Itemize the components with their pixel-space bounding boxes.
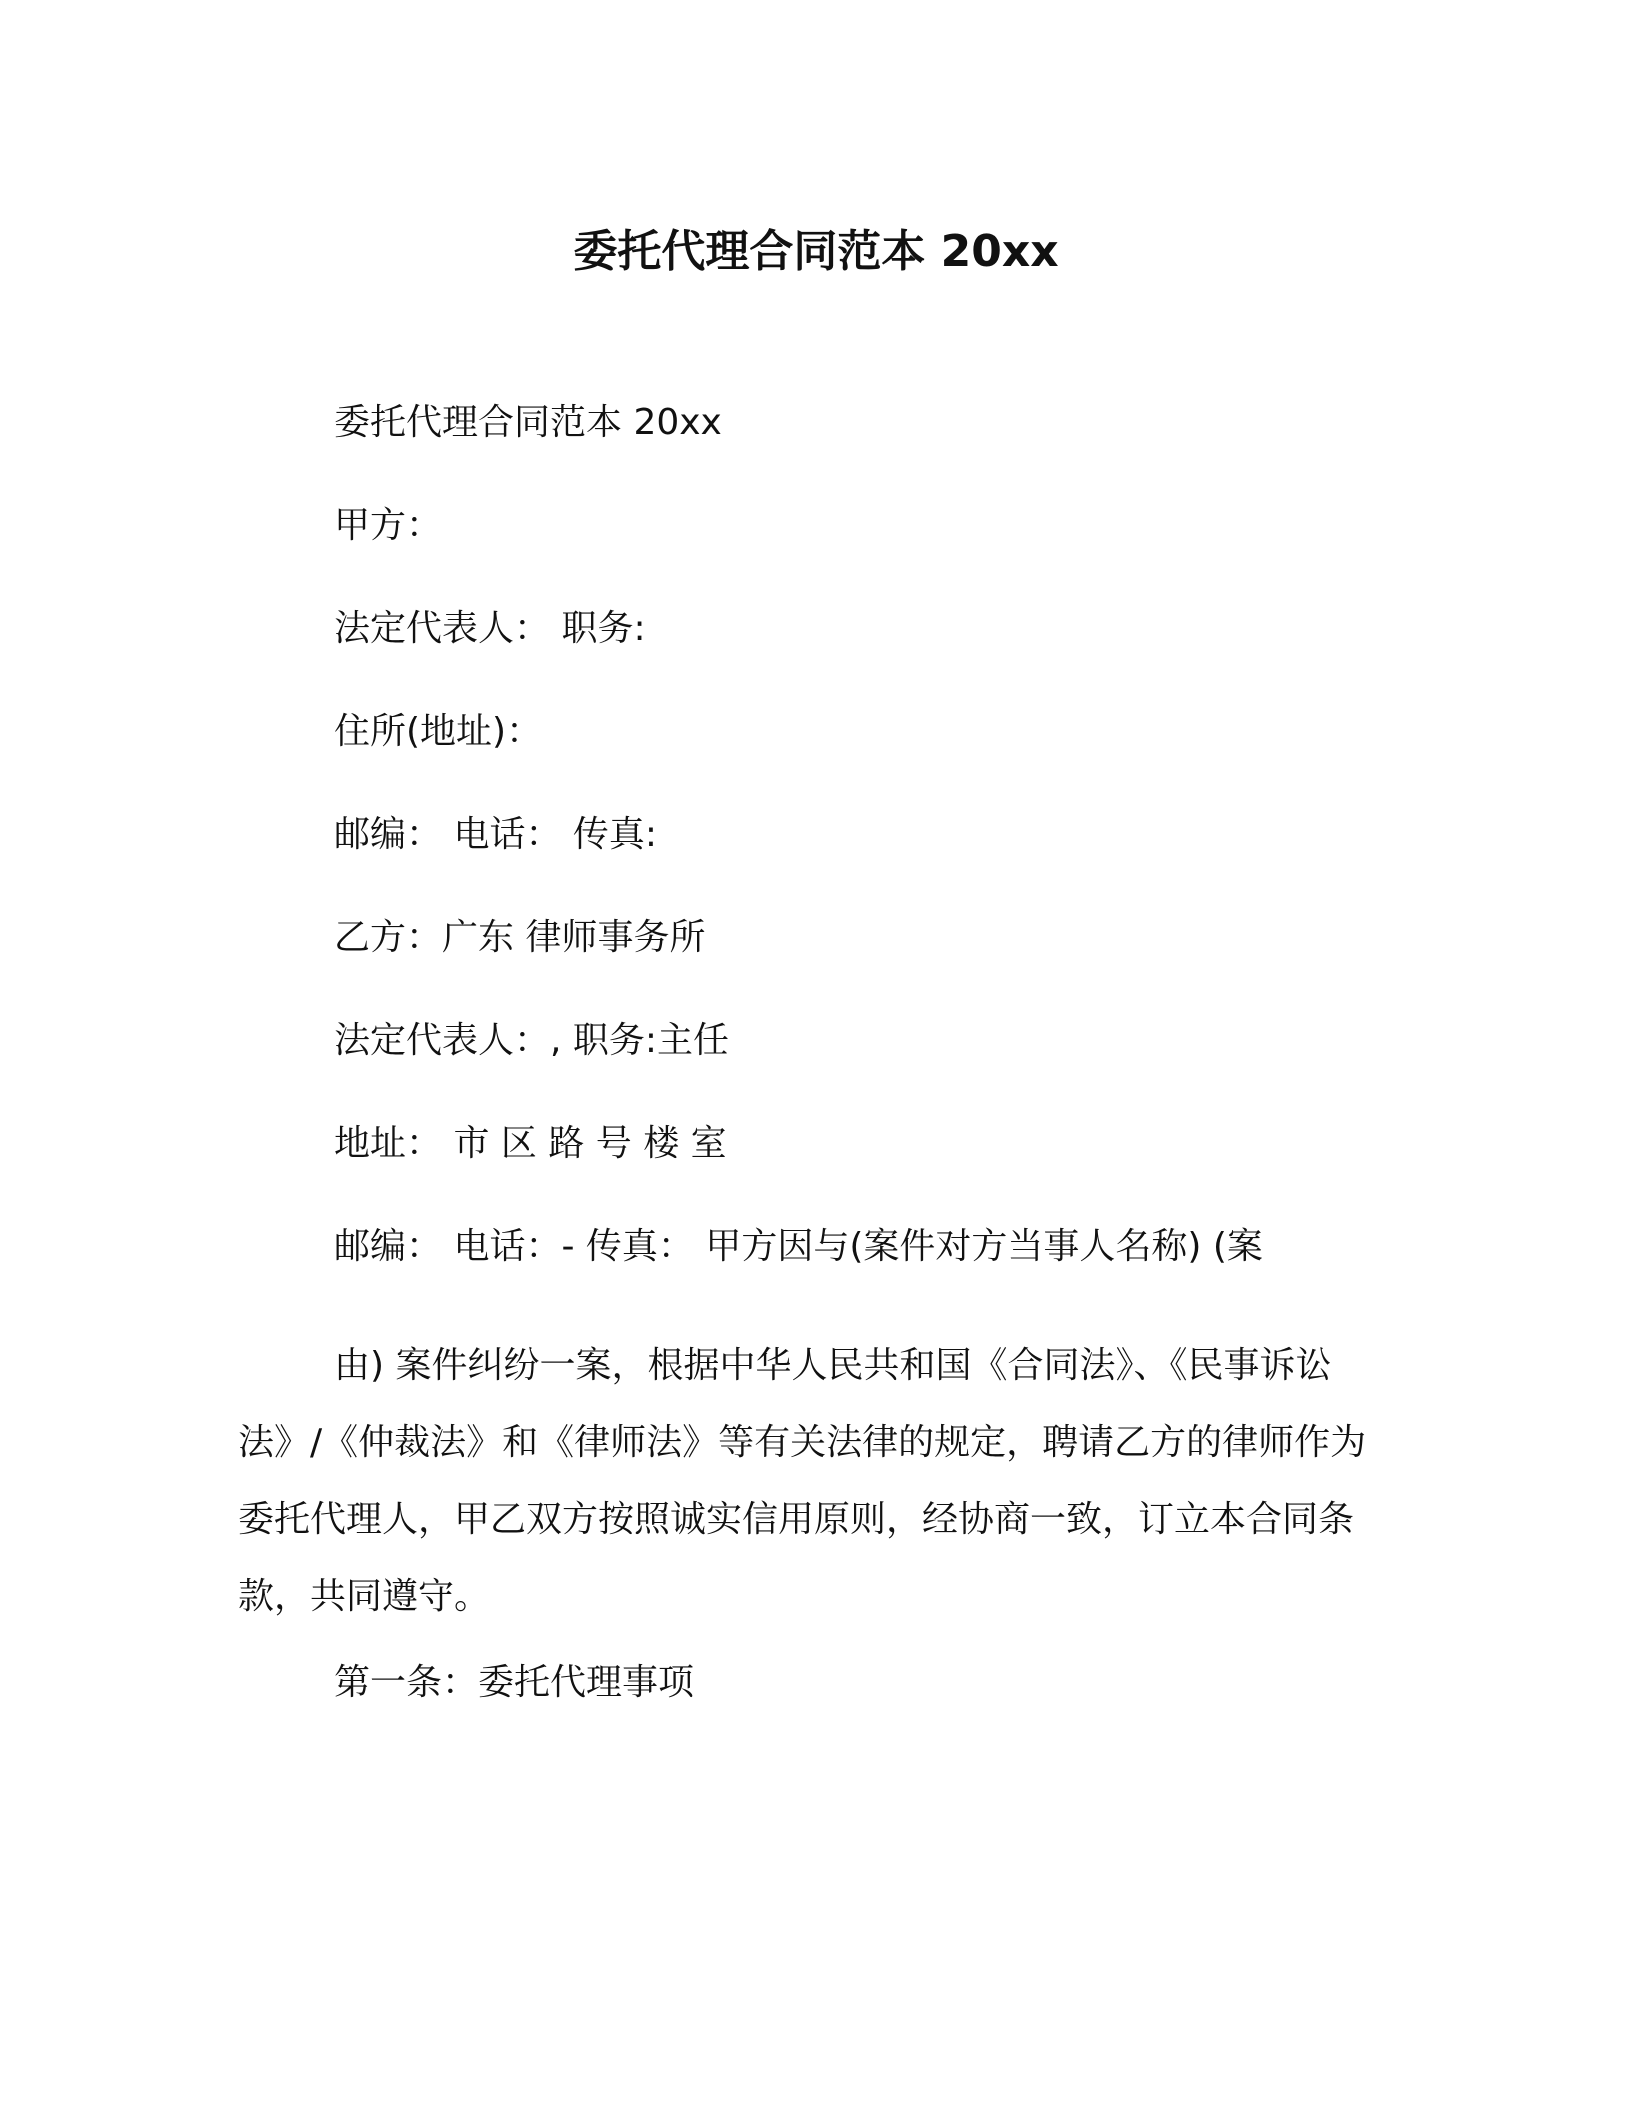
contract-paragraph: 由) 案件纠纷一案，根据中华人民共和国《合同法》、《民事诉讼法》/《仲裁法》和《律师法》等有关法律的规定，聘请乙方的律师作为委托代理人，甲乙双方按照诚实信用原则，经协商一致，订立本合同条款，共同遵守。 — [238, 1345, 1367, 1617]
party-a-line: 甲方： — [334, 505, 443, 546]
party-a-address-line: 住所(地址)： — [334, 711, 543, 752]
party-b-representative-line: 法定代表人：, 职务:主任 — [334, 1020, 730, 1061]
party-b-line: 乙方：广东 律师事务所 — [334, 917, 706, 958]
party-b-address-line: 地址： 市 区 路 号 楼 室 — [334, 1123, 727, 1164]
document-title: 委托代理合同范本 20xx — [573, 226, 1059, 277]
party-a-representative-line: 法定代表人： 职务: — [334, 608, 646, 649]
party-a-contact-line: 邮编： 电话： 传真: — [334, 814, 658, 855]
party-b-contact-line: 邮编： 电话：- 传真： 甲方因与(案件对方当事人名称) (案 — [334, 1226, 1263, 1267]
article-heading: 第一条：委托代理事项 — [334, 1662, 695, 1703]
subtitle-line: 委托代理合同范本 20xx — [334, 402, 722, 443]
